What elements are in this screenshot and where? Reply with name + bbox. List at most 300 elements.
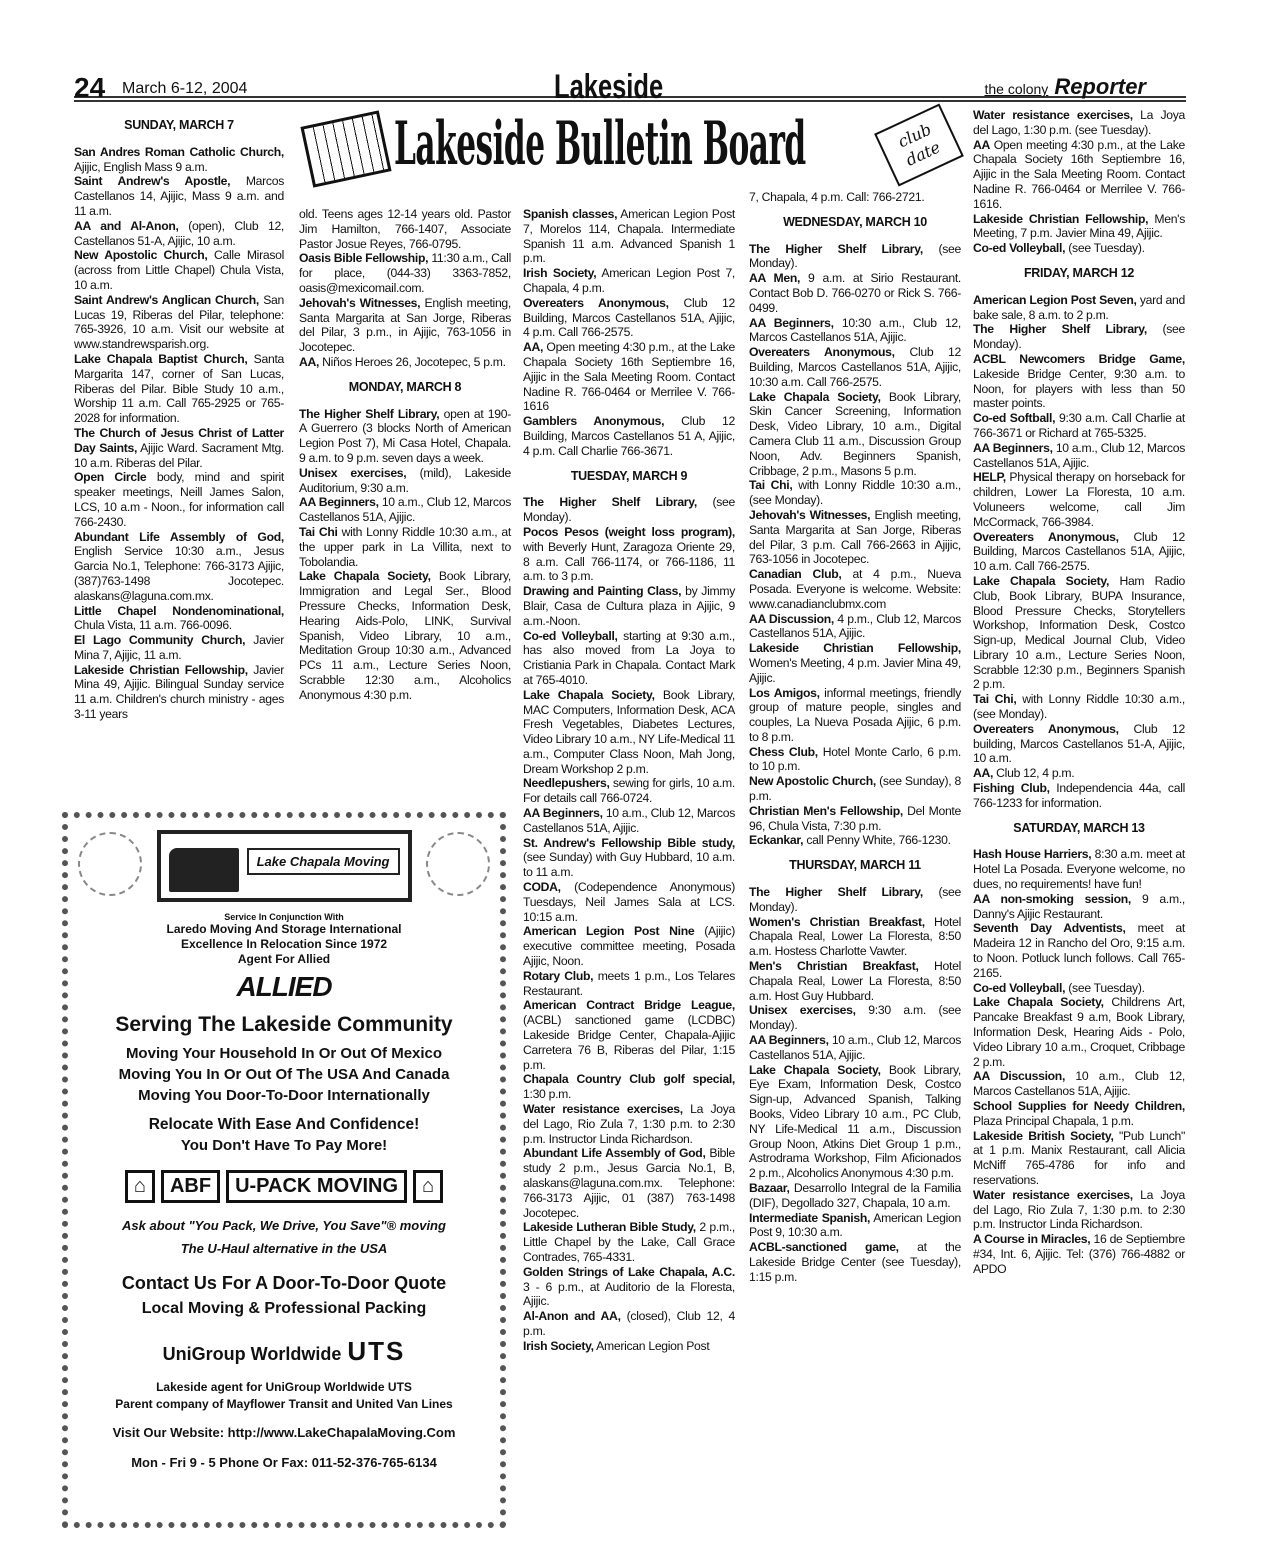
listing-entry	[749, 612, 961, 642]
calendar-icon	[300, 110, 391, 187]
listing-details: Independencia 44a, call 766-1233 for information.	[973, 781, 1186, 810]
truck-logo	[157, 830, 412, 902]
listing-entry	[973, 1099, 1185, 1129]
listing-entry	[973, 322, 1185, 352]
listing-name: Abundant Life Assembly of God,	[523, 1146, 706, 1161]
day-heading: WEDNESDAY, MARCH 10	[783, 214, 927, 229]
listing-details: (see Tuesday).	[1065, 980, 1145, 995]
listing-name: Tai Chi,	[749, 478, 793, 493]
listing-entry	[973, 692, 1185, 722]
listing-name: Bazaar,	[749, 1181, 790, 1195]
listing-entry	[74, 219, 284, 249]
ad-contact: Contact Us For A Door-To-Door Quote	[121, 1273, 447, 1293]
listing-name: Lakeside Christian Fellowship,	[973, 211, 1149, 226]
listing-details: 9 a.m. at Sirio Restaurant. Contact Bob D. 766-0270 or Rick S. 766-0499.	[749, 271, 961, 315]
listing-entry	[74, 604, 284, 634]
listing-entry	[749, 345, 961, 389]
listing-details: (see Monday).	[523, 495, 735, 525]
listing-name: Lake Chapala Society,	[973, 995, 1104, 1010]
listing-name: Overeaters Anonymous,	[973, 721, 1119, 736]
listing-entry	[523, 776, 735, 806]
listing-name: Co-ed Volleyball,	[973, 241, 1066, 256]
ad-uhaul: The U-Haul alternative in the USA	[180, 1241, 388, 1256]
listing-details: Hotel Chapala Real, Lower La Floresta, 8:50 a.m. Hostess Charlotte Vawter.	[749, 914, 961, 959]
listing-details: (see Monday).	[749, 885, 961, 914]
listing-entry	[299, 251, 511, 295]
ad-ask: Ask about "You Pack, We Drive, You Save"® moving	[122, 1218, 446, 1233]
listing-entry	[749, 745, 961, 775]
listing-entry	[523, 1146, 735, 1220]
listing-name: Lake Chapala Society,	[523, 687, 655, 702]
listing-entry	[749, 190, 961, 205]
ad-agent: Agent For Allied	[237, 952, 331, 966]
listing-entry	[299, 207, 511, 251]
listing-entry	[299, 525, 511, 569]
listing-entry	[299, 466, 511, 496]
listing-details: Book Library, Skin Cancer Screening, Information Desk, Video Library, 10 a.m., Digital Camera Club 11 a.m., Discussion Group Noon, Adv. Beginners Spanish, Cribbage, 2 p.m., Masons 5 p.m.	[749, 389, 961, 478]
listing-details: (ACBL) sanctioned game (LCDBC) Lakeside Bridge Center, Chapala-Ajijic Carretera 76 B, Riberas del Pilar, 1:15 p.m.	[523, 1013, 735, 1072]
seal-icon	[78, 832, 142, 896]
listing-details: Ajijic Ward. Sacrament Mtg. 10 a.m. Riberas del Pilar.	[74, 440, 285, 470]
listing-entry	[749, 686, 961, 745]
listing-name: AA Beginners,	[749, 1033, 829, 1048]
listing-entry	[523, 414, 735, 458]
listing-entry	[74, 174, 284, 218]
listing-details: (see Sunday), 8 p.m.	[749, 774, 961, 804]
listing-entry	[749, 641, 961, 685]
listing-details: Ajijic, English Mass 9 a.m.	[74, 159, 208, 174]
listing-entry	[973, 212, 1185, 242]
listing-details: (Ajijic) executive committee meeting, Posada Ajijic, Noon.	[523, 924, 736, 969]
day-heading: MONDAY, MARCH 8	[348, 379, 462, 394]
listing-entry	[749, 478, 961, 508]
listing-entry	[74, 633, 284, 663]
listing-details: 10 a.m., Club 12, Marcos Castellanos 51A, Ajijic.	[523, 806, 735, 835]
listing-details: with Lonny Riddle 10:30 a.m., at the upper park in La Villita, next to Tobolandia.	[299, 524, 511, 569]
listing-details: Book Library, MAC Computers, Information Desk, ACA Fresh Vegetables, Diabetes Lectures, Video Library 10 a.m., NY Life-Medical 11 a.m., Computer Class Noon, Mah Jong, Dream Workshop 2 p.m.	[523, 687, 735, 776]
listing-name: Unisex exercises,	[749, 1003, 856, 1018]
listing-name: School Supplies for Needy Children,	[973, 1099, 1185, 1113]
listing-name: The Higher Shelf Library,	[973, 322, 1147, 337]
listing-name: Needlepushers,	[523, 776, 610, 791]
listing-name: AA,	[523, 340, 544, 355]
listing-details: Physical therapy on horseback for children, Lower La Floresta, 10 a.m. Voluneers welcome, call Jim McCormack, 766-3984.	[973, 470, 1185, 529]
listing-entry	[749, 1033, 961, 1063]
listing-name: Men's Christian Breakfast,	[749, 959, 919, 974]
listing-name: AA and Al-Anon,	[74, 218, 179, 233]
listing-entry	[973, 530, 1185, 574]
listing-name: AA Beginners,	[973, 440, 1053, 455]
listing-entry	[299, 495, 511, 525]
listing-name: Overeaters Anonymous,	[973, 529, 1119, 544]
listing-entry	[523, 998, 735, 1072]
ad-local: Local Moving & Professional Packing	[141, 1300, 427, 1317]
listing-entry	[973, 108, 1185, 138]
unigroup-text: UniGroup Worldwide	[162, 1344, 342, 1364]
listing-details: 1:30 p.m.	[523, 1087, 572, 1102]
column-5	[973, 108, 1185, 1277]
column-3	[523, 207, 735, 1354]
listing-details: 10 a.m., Club 12, Marcos Castellanos 51A, Ajijic.	[749, 1033, 961, 1062]
listing-name: AA	[973, 137, 991, 152]
listing-details: starting at 9:30 a.m., has also moved from La Joya to Cristiania Park in Chapala. Contact Mark at 765-4010.	[523, 628, 735, 687]
listing-entry	[749, 508, 961, 567]
listing-name: El Lago Community Church,	[74, 633, 246, 648]
listing-entry	[749, 833, 961, 848]
listing-entry	[74, 248, 284, 292]
ad-line: Moving Your Household In Or Out Of Mexico	[125, 1045, 443, 1062]
house-icon: ⌂	[125, 1170, 155, 1203]
listing-entry	[74, 530, 284, 604]
day-heading: SUNDAY, MARCH 7	[124, 118, 234, 132]
listing-entry	[749, 271, 961, 315]
listing-details: Women's Meeting, 4 p.m. Javier Mina 49, Ajijic.	[749, 655, 961, 685]
day-heading: FRIDAY, MARCH 12	[1023, 265, 1135, 280]
listing-name: Irish Society,	[523, 266, 597, 281]
listing-name: Water resistance exercises,	[973, 108, 1133, 122]
listing-entry	[749, 804, 961, 834]
seal-icon	[426, 832, 490, 896]
listing-name: AA,	[973, 766, 994, 781]
upack-text: U-PACK MOVING	[226, 1170, 407, 1203]
listing-details: informal meetings, friendly group of mature people, singles and couples, La Nueva Posada Ajijic, 6 p.m. to 8 p.m.	[749, 685, 961, 744]
listing-name: Drawing and Painting Class,	[523, 584, 682, 599]
listing-entry	[523, 924, 735, 968]
listing-entry	[523, 806, 735, 836]
listing-details: 7, Chapala, 4 p.m. Call: 766-2721.	[749, 190, 925, 204]
listing-entry	[973, 470, 1185, 529]
listing-entry	[749, 1211, 961, 1241]
bulletin-board-banner	[298, 108, 963, 188]
masthead-prefix: the colony	[984, 81, 1049, 97]
listing-details: Book Library, Immigration and Legal Ser., Blood Pressure Checks, Information Desk, Hearing Aids-Polo, LINK, Survival Spanish, Video Library, 10 a.m., Meditation Group 10:30 a.m., Advanced PCs 11 a.m., Lecture Series Noon, Scrabble 12:30 a.m., Alcoholics Anonymous 4:30 p.m.	[299, 569, 511, 702]
listing-name: Jehovah's Witnesses,	[299, 295, 421, 310]
listing-name: Saint Andrew's Apostle,	[74, 174, 231, 189]
listing-entry	[749, 774, 961, 804]
listing-details: Plaza Principal Chapala, 1 p.m.	[973, 1113, 1134, 1128]
listing-name: Fishing Club,	[973, 781, 1050, 796]
listing-name: HELP,	[973, 470, 1006, 485]
listing-entry	[74, 293, 284, 352]
listing-entry	[973, 293, 1185, 323]
section-title: Lakeside	[554, 68, 664, 106]
listing-entry	[74, 145, 284, 175]
listing-details: open at 190-A Guerrero (3 blocks North of American Legion Post 7), Mi Casa Hotel, Chapala. 9 a.m. to 9 p.m. seven days a week.	[299, 406, 511, 465]
listing-name: Chapala Country Club golf special,	[523, 1072, 735, 1087]
listing-details: 9:30 a.m. Call Charlie at 766-3671 or Richard at 765-5325.	[973, 411, 1185, 440]
listing-details: American Legion Post 7, Chapala, 4 p.m.	[523, 266, 736, 295]
listing-details: Club 12 Building, Marcos Castellanos 51A, Ajijic, 4 p.m. Call 766-2575.	[523, 295, 735, 340]
listing-details: San Lucas 19, Riberas del Pilar, telephone: 765-3926, 10 a.m. Visit our website at www.standrewsparish.org.	[74, 292, 284, 352]
listing-name: Open Circle	[74, 470, 147, 485]
listing-details: Open meeting 4:30 p.m., at the Lake Chapala Society 16th Septiembre 16, Ajijic in the Sala Meeting Room. Contact Nadine R. 766-0464 or Merrilee V. 766-1616	[523, 340, 735, 414]
listing-details: Club 12 Building, Marcos Castellanos 51A, Ajijic, 10:30 a.m. Call 766-2575.	[749, 345, 961, 389]
listing-name: Lake Chapala Society,	[299, 569, 431, 584]
listing-entry	[523, 1102, 735, 1146]
listing-entry	[523, 629, 735, 688]
listing-details: English meeting, Santa Margarita at San Jorge, Riberas del Pilar, 3 p.m., in Ajijic, 763-1056 in Jocotepec.	[299, 295, 511, 355]
listing-details: meet at Madeira 12 in Rancho del Oro, 9:15 a.m. to Noon. Potluck lunch follows. Call 765-2165.	[973, 921, 1185, 980]
listing-entry	[749, 1240, 961, 1284]
listing-entry	[523, 207, 735, 266]
listing-entry	[523, 495, 735, 525]
ad-service: Service In Conjunction With	[224, 912, 344, 922]
listing-details: Lakeside Bridge Center, 9:30 a.m. to Noon, for players with less than 50 master points.	[973, 366, 1185, 411]
listing-details: Hotel Monte Carlo, 6 p.m. to 10 p.m.	[749, 744, 961, 774]
listing-name: Lakeside Lutheran Bible Study,	[523, 1220, 696, 1235]
listing-details: 10 a.m., Club 12, Marcos Castellanos 51A, Ajijic.	[973, 1069, 1185, 1099]
listing-name: Pocos Pesos (weight loss program),	[523, 524, 735, 539]
listing-name: San Andres Roman Catholic Church,	[74, 144, 284, 159]
listing-entry	[523, 1339, 735, 1354]
listing-details: meets 1 p.m., Los Telares Restaurant.	[523, 968, 735, 998]
listing-entry	[523, 1309, 735, 1339]
abf-logo: ABF	[161, 1170, 220, 1203]
listing-name: Abundant Life Assembly of God,	[74, 529, 284, 544]
listing-entry	[749, 242, 961, 272]
listing-details: (open), Club 12, Castellanos 51-A, Ajijic, 10 a.m.	[74, 218, 285, 248]
listing-entry	[973, 241, 1185, 256]
listing-name: Intermediate Spanish,	[749, 1210, 871, 1225]
listing-details: 16 de Septiembre #34, Int. 6, Ajijic. Tel: (376) 766-4882 or APDO	[973, 1232, 1185, 1276]
ad-excellence: Excellence In Relocation Since 1972	[180, 937, 388, 951]
listing-name: Co-ed Volleyball,	[523, 628, 618, 643]
listing-name: Rotary Club,	[523, 968, 594, 983]
listing-details: (see Monday).	[749, 241, 961, 271]
listing-details: Book Library, Eye Exam, Information Desk, Costco Sign-up, Advanced Spanish, Talking Books, Video Library 10 a.m., PC Club, NY Life-Medical 11 a.m., Discussion Group Noon, Atkins Diet Group 1 p.m., Astrodrama Workshop, Film Aficionados 2 p.m., Alcoholics Anonymous 4:30 p.m.	[749, 1062, 961, 1181]
listing-details: English Service 10:30 a.m., Jesus Garcia No.1, Telephone: 766-3173 Ajijic, (387)763-1498 Jocotepec. alaskans@laguna.com.mx.	[74, 544, 284, 603]
listing-name: Christian Men's Fellowship,	[749, 803, 903, 818]
listing-entry	[973, 574, 1185, 692]
listing-name: New Apostolic Church,	[74, 248, 208, 263]
listing-entry	[523, 584, 735, 628]
listing-name: Overeaters Anonymous,	[523, 295, 669, 310]
listing-entry	[973, 892, 1185, 922]
listing-details: by Jimmy Blair, Casa de Cultura plaza in Ajijic, 9 a.m.-Noon.	[523, 584, 735, 628]
listing-details: (see Sunday) with Guy Hubbard, 10 a.m. to 11 a.m.	[523, 850, 735, 880]
listing-details: Club 12, 4 p.m.	[993, 766, 1075, 781]
listing-name: Water resistance exercises,	[973, 1187, 1133, 1202]
issue-date: March 6-12, 2004	[122, 80, 248, 97]
ad-relocate: Relocate With Ease And Confidence!	[148, 1116, 420, 1133]
listing-details: Club 12 building, Marcos Castellanos 51-A, Ajijic, 10 a.m.	[973, 721, 1185, 766]
listing-details: Niños Heroes 26, Jocotepec, 5 p.m.	[319, 354, 506, 369]
allied-logo: ALLIED	[236, 971, 332, 1002]
listing-details: Hotel Chapala Real, Lower La Floresta, 8:50 a.m. Host Guy Hubbard.	[749, 959, 961, 1003]
unigroup-logo	[76, 1336, 492, 1367]
listing-details: Desarrollo Integral de la Familia (DIF), Degollado 327, Chapala, 10 a.m.	[749, 1181, 961, 1210]
listing-details: Club 12 Building, Marcos Castellanos 51A, Ajijic, 10 a.m. Call 766-2575.	[973, 529, 1185, 574]
listing-entry	[523, 688, 735, 777]
listing-details: with Beverly Hunt, Zaragoza Oriente 29, 8 a.m. Call 766-1174, or 766-1186, 11 a.m. to 3 p.m.	[523, 539, 735, 584]
listing-name: Lake Chapala Baptist Church,	[74, 351, 248, 366]
listing-entry	[749, 390, 961, 479]
day-heading: THURSDAY, MARCH 11	[789, 858, 921, 873]
listing-details: 4 p.m., Club 12, Marcos Castellanos 51A, Ajijic.	[749, 611, 961, 641]
listing-details: Calle Mirasol (across from Little Chapel) Chula Vista, 10 a.m.	[74, 248, 284, 292]
listing-entry	[973, 766, 1185, 781]
listing-entry	[973, 1232, 1185, 1276]
ad-headline: Serving The Lakeside Community	[115, 1013, 453, 1036]
listing-name: AA Discussion,	[973, 1069, 1066, 1084]
listing-name: Golden Strings of Lake Chapala, A.C.	[523, 1264, 735, 1279]
listing-name: AA Beginners,	[523, 806, 603, 821]
listing-name: The Higher Shelf Library,	[299, 406, 440, 421]
listing-details: 9 a.m., Danny's Ajijic Restaurant.	[973, 891, 1185, 921]
listing-entry	[749, 1181, 961, 1211]
moving-advertisement	[62, 812, 506, 1528]
house-icon: ⌂	[413, 1170, 443, 1203]
listing-entry	[523, 1220, 735, 1264]
listing-name: The Church of Jesus Christ of Latter Day Saints,	[74, 425, 284, 455]
listing-entry	[74, 352, 284, 426]
listing-name: Little Chapel Nondenominational,	[74, 603, 284, 618]
listing-name: ACBL Newcomers Bridge Game,	[973, 351, 1185, 366]
listing-details: La Joya del Lago, Rio Zula 7, 1:30 p.m. to 2:30 p.m. Instructor Linda Richardson.	[523, 1102, 735, 1146]
listing-name: Tai Chi,	[973, 692, 1017, 707]
listing-name: American Contract Bridge League,	[523, 998, 735, 1013]
listing-details: (Codependence Anonymous) Tuesdays, Neil James Sala at LCS. 10:15 a.m.	[523, 880, 735, 924]
listing-name: The Higher Shelf Library,	[749, 885, 923, 900]
listing-entry	[749, 1003, 961, 1033]
listing-details: 3 - 6 p.m., at Auditorio de la Floresta, Ajijic.	[523, 1279, 735, 1309]
listing-details: Javier Mina 49, Ajijic. Bilingual Sunday service 11 a.m. Children's church ministry - ages 3-11 years	[74, 662, 284, 722]
listing-details: La Joya del Lago, 1:30 p.m. (see Tuesday).	[973, 108, 1185, 137]
listing-name: Seventh Day Adventists,	[973, 921, 1126, 936]
listing-entry	[523, 880, 735, 924]
listing-name: American Legion Post Nine	[523, 924, 695, 939]
listing-entry	[74, 470, 284, 529]
listing-name: Chess Club,	[749, 744, 818, 759]
listing-entry	[523, 296, 735, 340]
listing-name: AA non-smoking session,	[973, 891, 1132, 906]
listing-name: Eckankar,	[749, 833, 804, 848]
listing-name: Co-ed Softball,	[973, 411, 1056, 426]
listing-entry	[299, 355, 511, 370]
listing-name: Co-ed Volleyball,	[973, 980, 1066, 995]
listing-entry	[973, 411, 1185, 441]
listing-details: Del Monte 96, Chula Vista, 7:30 p.m.	[749, 803, 961, 833]
listing-entry	[973, 847, 1185, 891]
listing-entry	[74, 426, 284, 470]
listing-details: Santa Margarita 147, corner of San Lucas, Riberas del Pilar. Bible Study 10 a.m., Worship 11 a.m. Call 765-2925 or 765-2028 for information.	[74, 351, 285, 426]
listing-details: yard and bake sale, 8 a.m. to 2 p.m.	[973, 292, 1185, 322]
club-date-note: club date	[874, 104, 964, 187]
listing-name: AA Beginners,	[749, 315, 834, 330]
listing-name: Los Amigos,	[749, 685, 820, 700]
listing-details: (mild), Lakeside Auditorium, 9:30 a.m.	[299, 465, 511, 495]
listing-details: American Legion Post	[593, 1338, 710, 1353]
listing-name: Tai Chi	[299, 524, 338, 539]
listing-name: New Apostolic Church,	[749, 774, 876, 789]
listing-name: A Course in Miracles,	[973, 1232, 1091, 1247]
listing-entry	[749, 316, 961, 346]
listing-details: "Pub Lunch" at 1 p.m. Manix Restaurant, call Alicia McNiff 765-4786 for info and reservations.	[973, 1128, 1185, 1187]
listing-details: call Penny White, 766-1230.	[803, 833, 951, 848]
truck-cab-icon	[169, 848, 239, 892]
listing-details: (see Monday).	[973, 322, 1185, 352]
listing-name: Canadian Club,	[749, 567, 842, 582]
listing-entry	[973, 722, 1185, 766]
listing-details: 10 a.m., Club 12, Marcos Castellanos 51A, Ajijic.	[299, 495, 511, 525]
listing-name: Lake Chapala Society,	[749, 1062, 881, 1077]
listing-details: Chula Vista, 11 a.m. 766-0096.	[74, 618, 232, 633]
masthead-name: Reporter	[1054, 74, 1146, 99]
listing-entry	[749, 567, 961, 611]
listing-entry	[299, 569, 511, 702]
listing-name: Oasis Bible Fellowship,	[299, 251, 429, 266]
page-header	[74, 68, 1186, 106]
ad-line: Moving You Door-To-Door Internationally	[138, 1087, 430, 1104]
listing-details: at the Lakeside Bridge Center (see Tuesday), 1:15 p.m.	[749, 1240, 961, 1284]
listing-details: old. Teens ages 12-14 years old. Pastor Jim Hamilton, 766-1407, Associate Pastor Josue Reyes, 766-0795.	[299, 207, 511, 251]
listing-entry	[74, 663, 284, 722]
listing-entry	[973, 138, 1185, 212]
listing-details: 10:30 a.m., Club 12, Marcos Castellanos 51A, Ajijic.	[749, 315, 961, 345]
listing-details: at 4 p.m., Nueva Posada. Everyone is welcome. Website: www.canadianclubmx.com	[749, 567, 961, 611]
masthead	[984, 74, 1146, 100]
listing-entry	[299, 296, 511, 355]
listing-name: Spanish classes,	[523, 207, 618, 221]
ad-pay: You Don't Have To Pay More!	[180, 1137, 388, 1154]
column-1	[74, 108, 284, 722]
listing-name: Hash House Harriers,	[973, 847, 1092, 862]
listing-name: CODA,	[523, 880, 561, 895]
listing-name: Lakeside British Society,	[973, 1128, 1114, 1143]
listing-details: sewing for girls, 10 a.m. For details call 766-0724.	[523, 776, 735, 806]
listing-entry	[749, 915, 961, 959]
listing-entry	[523, 1265, 735, 1309]
listing-name: Women's Christian Breakfast,	[749, 914, 925, 929]
listing-entry	[973, 352, 1185, 411]
listing-entry	[973, 781, 1185, 811]
ad-parent: Parent company of Mayflower Transit and United Van Lines	[115, 1397, 453, 1411]
listing-name: Overeaters Anonymous,	[749, 345, 895, 360]
listing-name: St. Andrew's Fellowship Bible study,	[523, 835, 735, 850]
listing-name: AA Men,	[749, 271, 801, 286]
listing-entry	[523, 1072, 735, 1102]
listing-details: Bible study 2 p.m., Jesus Garcia No.1, B, alaskans@laguna.com.mx. Telephone: 766-3173 Ajijic, 01 (387) 763-1498 Jocotepec.	[523, 1146, 736, 1220]
listing-details: Ham Radio Club, Book Library, BUPA Insurance, Blood Pressure Checks, Storytellers Workshop, Information Desk, Costco Sign-up, Medical Journal Club, Video Library 10 a.m., Lecture Series Noon, Scrabble 12:30 p.m., Beginners Spanish 2 p.m.	[973, 573, 1185, 692]
listing-name: AA,	[299, 354, 320, 369]
listing-details: Marcos Castellanos 14, Ajijic, Mass 9 a.m. and 11 a.m.	[74, 174, 284, 218]
listing-name: Al-Anon and AA,	[523, 1309, 621, 1324]
listing-details: with Lonny Riddle 10:30 a.m., (see Monday).	[973, 692, 1185, 722]
listing-entry	[973, 1129, 1185, 1188]
listing-name: Lakeside Christian Fellowship,	[74, 662, 248, 677]
listing-details: American Legion Post 9, 10:30 a.m.	[749, 1210, 961, 1240]
listing-entry	[523, 525, 735, 584]
listing-details: 10 a.m., Club 12, Marcos Castellanos 51A, Ajijic.	[973, 440, 1185, 470]
listing-name: Unisex exercises,	[299, 465, 407, 480]
listing-details: 9:30 a.m. (see Monday).	[749, 1003, 961, 1033]
listing-details: Men's Meeting, 7 p.m. Javier Mina 49, Ajijic.	[973, 211, 1186, 241]
listing-details: La Joya del Lago, Rio Zula 7, 1:30 p.m. to 2:30 p.m. Instructor Linda Richardson.	[973, 1187, 1185, 1232]
column-2	[299, 207, 511, 703]
day-heading: TUESDAY, MARCH 9	[570, 468, 688, 483]
listing-entry	[523, 340, 735, 414]
upack-logo	[76, 1170, 492, 1203]
listing-entry	[523, 266, 735, 296]
listing-entry	[523, 969, 735, 999]
listing-entry	[973, 921, 1185, 980]
listing-entry	[523, 836, 735, 880]
listing-name: Saint Andrew's Anglican Church,	[74, 292, 259, 307]
uts-logo: UTS	[347, 1336, 406, 1366]
listing-details: English meeting, Santa Margarita at San Jorge, Riberas del Pilar, 3 p.m. Call 766-2663 in Ajijic, 763-1056 in Jocotepec.	[749, 507, 961, 567]
listing-entry	[973, 441, 1185, 471]
listing-details: American Legion Post 7, Morelos 114, Chapala. Intermediate Spanish 11 a.m. Advanced Spanish 1 p.m.	[523, 207, 735, 266]
